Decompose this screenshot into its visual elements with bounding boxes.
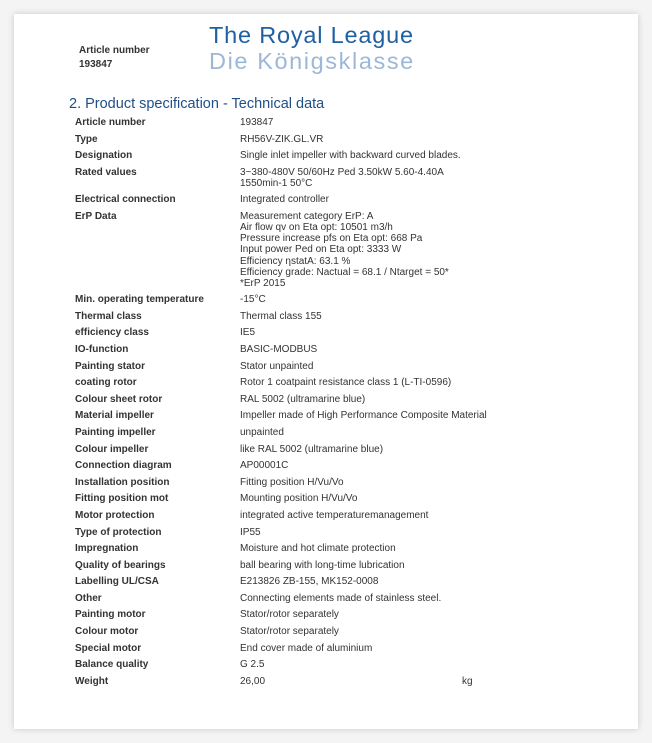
- spec-value: [240, 294, 595, 311]
- spec-value: [240, 560, 595, 577]
- spec-value: [240, 117, 595, 134]
- spec-label: Fitting position mot: [75, 493, 169, 505]
- spec-row: [75, 150, 595, 167]
- spec-label: Thermal class: [75, 310, 142, 322]
- spec-value-text: Integrated controller: [240, 194, 329, 206]
- spec-value: [240, 377, 595, 394]
- spec-value-line: Measurement category ErP: A: [240, 210, 374, 222]
- spec-value: [240, 609, 595, 626]
- brand-line-1: The Royal League: [209, 22, 414, 48]
- spec-label: Motor protection: [75, 509, 155, 521]
- spec-value-text: IE5: [240, 327, 256, 339]
- spec-value-text: Stator/rotor separately: [240, 609, 339, 621]
- spec-label: Min. operating temperature: [75, 294, 204, 306]
- spec-label: ErP Data: [75, 210, 117, 222]
- spec-value-text: RH56V-ZIK.GL.VR: [240, 133, 324, 145]
- spec-value-line: 3~380-480V 50/60Hz Ped 3.50kW 5.60-4.40A: [240, 166, 444, 178]
- spec-value: [240, 134, 595, 151]
- spec-label: Colour sheet rotor: [75, 393, 163, 405]
- spec-row: [75, 294, 595, 311]
- spec-value-text: Stator/rotor separately: [240, 626, 339, 638]
- spec-row: [75, 659, 595, 676]
- spec-row: [75, 211, 595, 289]
- spec-label: Weight: [75, 675, 109, 687]
- spec-label: Painting motor: [75, 609, 146, 621]
- spec-value: [240, 543, 595, 560]
- spec-value: [240, 211, 595, 289]
- spec-row: [75, 493, 595, 510]
- spec-value-text: AP00001C: [240, 460, 289, 472]
- spec-label: IO-function: [75, 343, 129, 355]
- spec-value-text: like RAL 5002 (ultramarine blue): [240, 443, 384, 455]
- spec-value: [240, 626, 595, 643]
- spec-value: [240, 394, 595, 411]
- spec-row: [75, 344, 595, 361]
- spec-value: [240, 659, 595, 676]
- spec-row: [75, 427, 595, 444]
- spec-row: [75, 609, 595, 626]
- spec-row: [75, 117, 595, 134]
- spec-label: Special motor: [75, 642, 142, 654]
- spec-value-text: Connecting elements made of stainless steel.: [240, 592, 442, 604]
- spec-value: [240, 361, 595, 378]
- spec-value: [240, 344, 595, 361]
- spec-label: Labelling UL/CSA: [75, 576, 159, 588]
- spec-label: Article number: [75, 117, 146, 128]
- spec-row: [75, 560, 595, 577]
- spec-row: [75, 194, 595, 211]
- section-title: 2. Product specification - Technical data: [69, 96, 325, 112]
- spec-label: Impregnation: [75, 543, 139, 555]
- spec-value-text: Stator unpainted: [240, 360, 314, 372]
- spec-row: [75, 361, 595, 378]
- spec-value-text: integrated active temperaturemanagement: [240, 509, 429, 521]
- spec-label: Colour impeller: [75, 443, 149, 455]
- spec-value: [240, 427, 595, 444]
- spec-value: [240, 444, 595, 461]
- spec-value-line: Efficiency grade: Nactual = 68.1 / Ntarget = 50*: [240, 266, 449, 278]
- header-article: [79, 44, 150, 72]
- spec-row: [75, 626, 595, 643]
- spec-value: [240, 510, 595, 527]
- spec-value: [240, 493, 595, 510]
- spec-label: Electrical connection: [75, 194, 176, 206]
- spec-row: [75, 167, 595, 189]
- spec-row: [75, 527, 595, 544]
- spec-value: [240, 676, 595, 693]
- spec-value-text: Mounting position H/Vu/Vo: [240, 493, 358, 505]
- spec-value-line: Efficiency ηstatA: 63.1 %: [240, 255, 351, 267]
- spec-label: Rated values: [75, 166, 137, 178]
- brand-line-2: Die Königsklasse: [209, 48, 415, 74]
- spec-value: [240, 593, 595, 610]
- spec-value-line: Air flow qv on Eta opt: 10501 m3/h: [240, 221, 393, 233]
- spec-value-text: Thermal class 155: [240, 310, 322, 322]
- spec-label: Balance quality: [75, 659, 149, 671]
- spec-value-text: -15°C: [240, 294, 266, 306]
- spec-label: Quality of bearings: [75, 559, 166, 571]
- spec-value: [240, 311, 595, 328]
- spec-value-text: 193847: [240, 117, 274, 128]
- spec-value: [240, 167, 595, 189]
- spec-label: Type of protection: [75, 526, 162, 538]
- spec-label: Type: [75, 133, 98, 145]
- spec-value-text: Rotor 1 coatpaint resistance class 1 (L-TI-0596): [240, 377, 452, 389]
- spec-unit: kg: [462, 675, 473, 687]
- spec-value: [240, 327, 595, 344]
- spec-value-text: RAL 5002 (ultramarine blue): [240, 393, 366, 405]
- spec-row: [75, 377, 595, 394]
- spec-value: [240, 150, 595, 167]
- spec-value-line: 1550min-1 50°C: [240, 177, 313, 189]
- header-article-value: 193847: [79, 59, 113, 70]
- spec-row: [75, 460, 595, 477]
- spec-label: Painting impeller: [75, 426, 156, 438]
- spec-value-text: ball bearing with long-time lubrication: [240, 559, 405, 571]
- spec-row: [75, 134, 595, 151]
- spec-value-text: IP55: [240, 526, 261, 538]
- spec-value-text: Single inlet impeller with backward curved blades.: [240, 150, 461, 162]
- spec-value: [240, 643, 595, 660]
- spec-value-line: Pressure increase pfs on Eta opt: 668 Pa: [240, 233, 423, 245]
- spec-row: [75, 543, 595, 560]
- spec-row: [75, 327, 595, 344]
- spec-value: [240, 460, 595, 477]
- spec-label: efficiency class: [75, 327, 149, 339]
- spec-row: [75, 311, 595, 328]
- spec-value-text: E213826 ZB-155, MK152-0008: [240, 576, 379, 588]
- spec-label: Connection diagram: [75, 460, 172, 472]
- spec-label: Installation position: [75, 476, 170, 488]
- spec-value: [240, 527, 595, 544]
- spec-value-text: unpainted: [240, 426, 284, 438]
- spec-table: [75, 117, 595, 692]
- spec-row: [75, 510, 595, 527]
- spec-label: Material impeller: [75, 410, 154, 422]
- spec-value-text: Moisture and hot climate protection: [240, 543, 396, 555]
- header-article-label: Article number: [79, 45, 150, 56]
- spec-row: [75, 676, 595, 693]
- spec-row: [75, 394, 595, 411]
- spec-value: [240, 477, 595, 494]
- spec-label: coating rotor: [75, 377, 137, 389]
- spec-label: Painting stator: [75, 360, 146, 372]
- spec-label: Designation: [75, 150, 133, 162]
- spec-row: [75, 477, 595, 494]
- spec-value: [240, 194, 595, 211]
- spec-value: [240, 576, 595, 593]
- spec-value-text: BASIC-MODBUS: [240, 343, 318, 355]
- spec-label: Other: [75, 592, 102, 604]
- spec-value-text: 26,00: [240, 675, 266, 687]
- spec-row: [75, 593, 595, 610]
- spec-value-line: *ErP 2015: [240, 278, 286, 289]
- spec-row: [75, 576, 595, 593]
- spec-row: [75, 410, 595, 427]
- spec-row: [75, 444, 595, 461]
- spec-value-line: Input power Ped on Eta opt: 3333 W: [240, 244, 402, 256]
- spec-value-text: Fitting position H/Vu/Vo: [240, 476, 344, 488]
- spec-value: [240, 410, 595, 427]
- spec-label: Colour motor: [75, 626, 139, 638]
- spec-row: [75, 643, 595, 660]
- spec-value-text: Impeller made of High Performance Composite Material: [240, 410, 487, 422]
- spec-value-text: End cover made of aluminium: [240, 642, 373, 654]
- spec-value-text: G 2.5: [240, 659, 265, 671]
- document-page: [14, 14, 638, 729]
- brand-logo: [209, 22, 415, 74]
